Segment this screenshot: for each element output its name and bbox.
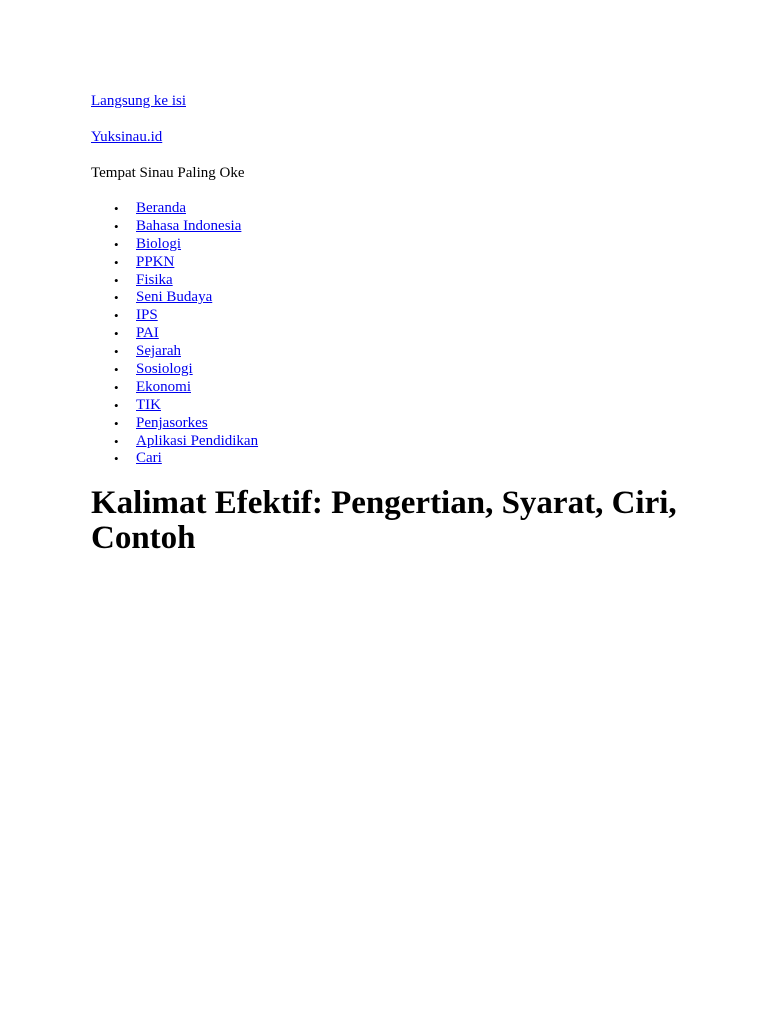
nav-link-biologi[interactable]: Biologi	[136, 235, 182, 252]
bullet-icon: •	[114, 451, 119, 467]
site-title-link[interactable]: Yuksinau.id	[91, 129, 163, 145]
site-tagline: Tempat Sinau Paling Oke	[91, 165, 245, 181]
main-navigation	[91, 200, 258, 468]
nav-link-bahasa-indonesia[interactable]: Bahasa Indonesia	[136, 217, 242, 234]
bullet-icon: •	[114, 433, 119, 449]
nav-item-ekonomi	[91, 379, 258, 397]
nav-link-seni-budaya[interactable]: Seni Budaya	[136, 289, 213, 306]
bullet-icon: •	[114, 362, 119, 378]
nav-link-ppkn[interactable]: PPKN	[136, 253, 175, 270]
nav-link-sejarah[interactable]: Sejarah	[136, 343, 181, 360]
nav-item-pai	[91, 325, 258, 343]
nav-item-seni-budaya	[91, 289, 258, 307]
skip-to-content-link[interactable]: Langsung ke isi	[91, 93, 186, 109]
bullet-icon: •	[114, 218, 119, 234]
bullet-icon: •	[114, 344, 119, 360]
nav-link-beranda[interactable]: Beranda	[136, 200, 186, 216]
bullet-icon: •	[114, 236, 119, 252]
nav-item-tik	[91, 397, 258, 415]
nav-link-tik[interactable]: TIK	[136, 396, 161, 413]
nav-item-bahasa-indonesia	[91, 218, 258, 236]
nav-item-cari	[91, 450, 258, 468]
bullet-icon: •	[114, 415, 119, 431]
bullet-icon: •	[114, 254, 119, 270]
nav-item-ips	[91, 307, 258, 325]
nav-item-fisika	[91, 272, 258, 290]
nav-link-pai[interactable]: PAI	[136, 325, 159, 342]
bullet-icon: •	[114, 272, 119, 288]
nav-item-beranda	[91, 200, 258, 218]
nav-link-sosiologi[interactable]: Sosiologi	[136, 361, 193, 378]
nav-item-aplikasi-pendidikan	[91, 433, 258, 451]
nav-link-fisika[interactable]: Fisika	[136, 271, 173, 288]
nav-link-ekonomi[interactable]: Ekonomi	[136, 378, 191, 395]
bullet-icon: •	[114, 201, 119, 216]
nav-link-penjasorkes[interactable]: Penjasorkes	[136, 414, 208, 431]
bullet-icon: •	[114, 308, 119, 324]
nav-item-biologi	[91, 236, 258, 254]
nav-item-ppkn	[91, 254, 258, 272]
bullet-icon: •	[114, 326, 119, 342]
article-title: Kalimat Efektif: Pengertian, Syarat, Ciri, Contoh	[91, 485, 677, 556]
bullet-icon: •	[114, 290, 119, 306]
nav-link-cari[interactable]: Cari	[136, 450, 162, 467]
nav-link-aplikasi-pendidikan[interactable]: Aplikasi Pendidikan	[136, 432, 259, 449]
nav-item-sosiologi	[91, 361, 258, 379]
bullet-icon: •	[114, 379, 119, 395]
bullet-icon: •	[114, 397, 119, 413]
nav-link-ips[interactable]: IPS	[136, 307, 158, 324]
nav-item-penjasorkes	[91, 415, 258, 433]
nav-item-sejarah	[91, 343, 258, 361]
